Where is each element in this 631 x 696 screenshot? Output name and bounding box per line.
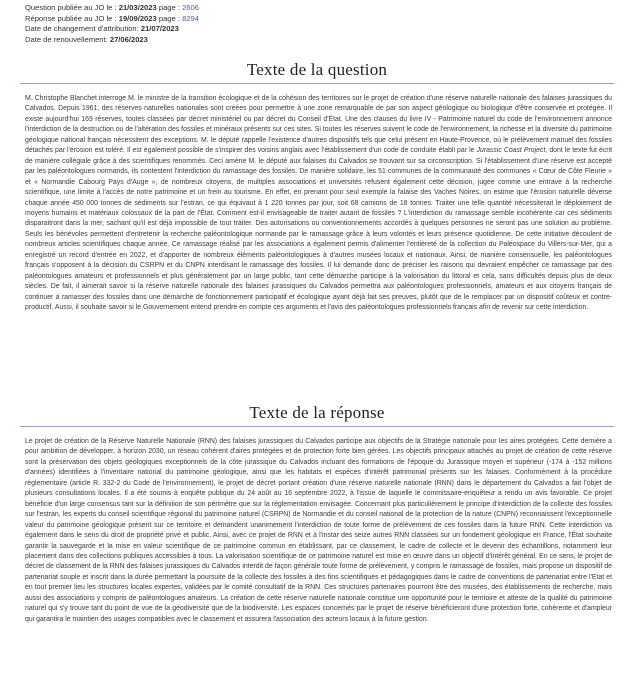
question-title-divider xyxy=(20,83,614,84)
question-text xyxy=(25,94,612,314)
renewal-row xyxy=(25,35,199,46)
response-page-label: page : xyxy=(156,13,183,23)
question-published-label: Question publiée au JO le : xyxy=(25,3,119,12)
attribution-change-date: 21/07/2023 xyxy=(140,24,179,34)
response-section-title: Texte de la réponse xyxy=(249,403,385,422)
question-text-italic: Jurassic Coast Project xyxy=(476,147,546,155)
attribution-change-row xyxy=(25,24,199,35)
question-published-date: 21/03/2023 xyxy=(118,3,157,12)
response-published-row xyxy=(25,14,199,25)
question-text-part-a: M. Christophe Blanchet interroge M. le ministre de la transition écologique et de la cohésion des territoires sur le projet de création d'une réserve naturelle nationale des falaises jurassiques du Calvados. Depuis 1961, des réserves naturelles nationales sont créées pour permettre à une zone remarquable de par son aspect géologique ou biologique d'être conservée et protégée. Il existe aujourd'hui 169 réserves, toutes classées par décret ministériel ou par décret du Conseil d'État. Une des clauses du livre IV - Patrimoine naturel du code de l'environnement annonce l'interdiction de la destruction ou de l'altération des fossiles et minéraux présents sur ces sites. Si toutes les réserves suivent le code de l'environnement, la richesse et la diversité du patrimoine géologique national français nécessitent des exceptions. M. le député rappelle l'existence d'autres dispositifs tels que celui présent en Haute-Provence, où le prélèvement manuel des fossiles détachés par l'érosion est toléré. Il est également possible de s'inspirer des voisins anglais avec l'établissement d'un code de conduite établi par le xyxy=(25,95,612,155)
renewal-label: Date de renouvellement: xyxy=(25,34,110,44)
renewal-date: 27/06/2023 xyxy=(109,34,148,44)
publication-metadata xyxy=(25,3,199,45)
response-title-divider xyxy=(20,426,614,427)
question-page-label: page : xyxy=(156,3,183,12)
response-published-date: 19/09/2023 xyxy=(118,13,157,23)
response-text: Le projet de création de la Réserve Naturelle Nationale (RNN) des falaises jurassiques du Calvados participe aux objectifs de la Stratégie nationale pour les aires protégées. Cette dernière a pour ambition de développer, à horizon 2030, un réseau cohérent d'aires protégées et de protection forte bien gérées. Les objectifs principaux attachés au projet de création de cette réserve sont la préservation des objets géologiques exceptionnels de la côte jurassique du Calvados incluant des formations de l'époque du Jurassique moyen et supérieur (-174 à -152 millions d'années) identifiées à l'inventaire national du patrimoine géologique, ainsi que les habitats et espèces d'intérêt patrimonial présents sur les falaises. Conformément à la procédure réglementaire (article R. 332-2 du Code de l'environnement), le projet de décret portant création d'une réserve naturelle nationale (RNN) dans le département du Calvados a fait l'objet de plusieurs consultations locales. Il a été soumis à enquête publique du 24 août au 16 septembre 2022, à l'issue de laquelle le commissaire-enquêteur a rendu un avis favorable. Ce projet bénéficie d'un large consensus tant sur la définition de son périmètre que sur la réglementation envisagée. Concernant plus particulièrement le principe d'interdiction de la collecte des fossiles sur l'estran, les experts du conseil scientifique régional du patrimoine naturel (CSRPN) de Normandie et du conseil national de la protection de la nature (CNPN) reconnaissent l'exceptionnelle valeur du patrimoine géologique présent sur ce territoire et demandent unanimement l'interdiction de toute forme de prélèvement de ces fossiles dans la future RNN. Cette interdiction va également dans le sens du droit de propriété privé et public. Ainsi, avec ce projet de RNN et à l'instar des seize autres RNN classées sur un fondement géologique en France, l'État souhaite garantir la sauvegarde et la mise en valeur scientifique de ce patrimoine commun en établissant, par ce classement, le cadre de collecte et le devenir des échantillons, notamment leur placement dans des collections publiques accessibles à tous. La valorisation scientifique de ce patrimoine naturel est mise en œuvre dans un objectif d'intérêt général. En ce sens, le projet de décret de classement de la RNN des falaises jurassiques du Calvados interdit de façon générale toute forme de prélèvement, y compris le ramassage de fossiles, mais propose un dispositif de partenariat souple et inscrit dans la durée permettant la poursuite de la collecte des fossiles à des fins scientifiques et pédagogiques dans le cadre de conventions de partenariat entre l'Etat et en tout premier lieu les structures locales expertes, validées par le comité consultatif de la RNN. Ces structures partenaires pourront être des musées, des établissements de recherche, mais aussi des associations y compris de paléontologues amateurs. La création de cette réserve naturelle nationale constitue une opportunité pour le territoire et atteste de la qualité du patrimoine naturel qui s'y trouve tant du point de vue de la géodiversité que de la biodiversité. Les espaces concernés par le projet de réserve bénéficieront d'une protection forte, cohérente et d'ampleur qui garantira le maintien des usages compatibles avec le classement et assurera l'association des acteurs locaux à la future gestion. xyxy=(25,438,612,623)
attribution-change-label: Date de changement d'attribution: xyxy=(25,24,141,34)
question-page-link[interactable]: 2606 xyxy=(182,3,199,12)
question-section-title: Texte de la question xyxy=(246,60,388,79)
response-published-label: Réponse publiée au JO le : xyxy=(25,13,119,23)
question-published-row xyxy=(25,3,199,14)
response-page-link[interactable]: 8294 xyxy=(182,13,199,23)
question-text-part-b: , dont le texte fut écrit de manière collégiale grâce à des scientifiques renommés. Ceci amène M. le député aux falaises du Calvados se trouvant sur sa circonscription. Si l'établissement d'une réserve est accepté par les paléontologues normands, ils contestent l'interdiction du ramassage des fossiles. De manière solidaire, les 51 communes de la communauté des communes « Cœur de Côte Fleurie » et « Normandie Cabourg Pays d'Auge », de nombreux citoyens, de multiples associations et universités refusent également cette décision, jugée comme une entrave à la recherche scientifique, une limite à l'accès de notre patrimoine et un frein au tourisme. En effet, en prenant pour seul exemple la falaise des Vaches Noires, on estime que l'érosion naturelle déverse chaque année 450 000 tonnes de sédiments sur l'estran, ce qui équivaut à 1 220 tonnes par jour, soit 68 camions de 18 tonnes. Traiter une telle quantité nécessiterait le déploiement de moyens humains et matériaux colossaux de la part de l'État. Comment est-il envisageable de traiter autant de fossiles ? L'interdiction du ramassage semble incohérente car ces sédiments disparaitront dans la mer, sachant qu'il est déjà impossible de tout traiter. Des autorisations ou conventionnements accordés à quelques personnes ne seront pas une solution au problème. Seuls les bénévoles permettent d'entretenir la recherche paléontologique normande par le ramassage grâce à leurs volontés et leurs présence quotidienne. De cette initiative découlent de nombreux articles scientifiques chaque année. Ce ramassage réalisé par les associations a également permis d'alimenter l'entièreté de la collection du Paléospace du Villers-sur-Mer, qui a enregistré un record d'entrée en 2022, et d'apporter de nombreux éléments paléontologiques à d'autres musées locaux et nationaux. Ainsi, de manière consensuelle, les paléontologues français s'opposent à la décision du CSRPN et du CNPN interdisant le ramassage des fossiles. Il lui demande donc de préciser les raisons qui devraient empêcher ce ramassage par des paléontologues amateurs et professionnels et plus généralement par un large public, tant cette démarche participe à la valorisation du littoral et cela, sans difficultés depuis plus de deux siècles. De fait, il aimerait savoir si la réserve naturelle nationale des falaises jurassiques du Calvados permettra aux paléontologues professionnels, amateurs et aux citoyens français de continuer à ramasser des fossiles dans une démarche de fonctionnement participatif et écologique ayant déjà fait ses preuves, plutôt que de le remplacer par un dispositif coûteux et contre-productif. Aussi, il souhaite savoir si le Gouvernement entend prendre en compte ces arguments et l'avis des paléontologues professionnels français afin de revenir sur cette interdiction. xyxy=(25,147,613,312)
